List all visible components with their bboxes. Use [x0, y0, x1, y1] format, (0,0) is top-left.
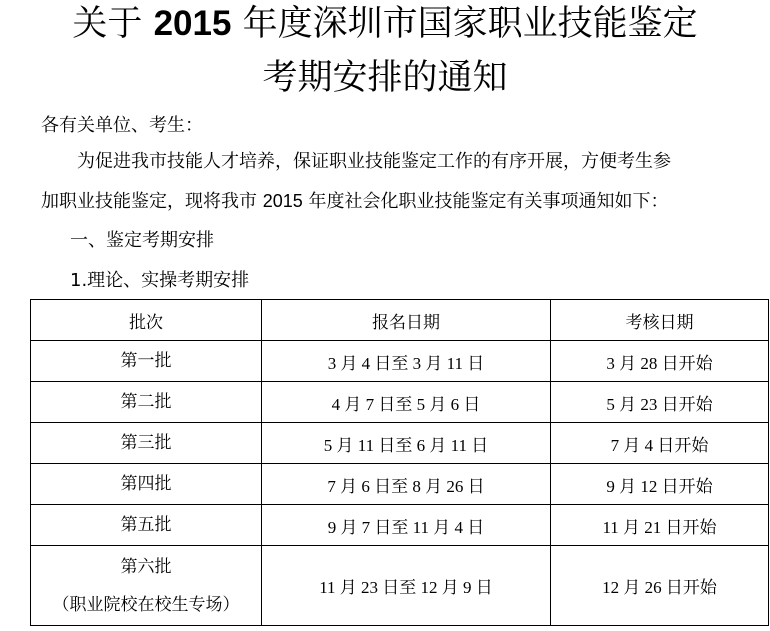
- paragraph-line-2-prefix: 加职业技能鉴定，现将我市: [41, 191, 263, 212]
- batch-note: （职业院校在校生专场）: [52, 594, 240, 614]
- table-row: [31, 464, 769, 505]
- batch-cell: 第一批: [31, 341, 262, 382]
- exam-cell: 9 月 12 日开始: [551, 464, 769, 505]
- paragraph-line-1: 为促进我市技能人才培养，保证职业技能鉴定工作的有序开展，方便考生参: [77, 151, 671, 172]
- table-row: [31, 341, 769, 382]
- registration-cell: 3 月 4 日至 3 月 11 日: [262, 341, 551, 382]
- exam-cell: 12 月 26 日开始: [551, 546, 769, 626]
- table-header-row: [31, 300, 769, 341]
- registration-cell: 4 月 7 日至 5 月 6 日: [262, 382, 551, 423]
- paragraph-year: 2015: [262, 191, 303, 211]
- document-title-line-1: [0, 6, 770, 42]
- subsection-heading: 1.理论、实操考期安排: [70, 270, 250, 291]
- table-row: [31, 382, 769, 423]
- registration-cell: 5 月 11 日至 6 月 11 日: [262, 423, 551, 464]
- title-suffix: 年度深圳市国家职业技能鉴定: [231, 4, 698, 44]
- registration-cell: 7 月 6 日至 8 月 26 日: [262, 464, 551, 505]
- section-heading: 一、鉴定考期安排: [70, 230, 214, 251]
- batch-cell: 第四批: [31, 464, 262, 505]
- batch-cell: [31, 546, 262, 626]
- table-row: [31, 505, 769, 546]
- registration-cell: 11 月 23 日至 12 月 9 日: [262, 546, 551, 626]
- batch-name: 第六批: [120, 556, 172, 576]
- paragraph-line-2: [41, 189, 669, 214]
- batch-cell: 第三批: [31, 423, 262, 464]
- salutation: 各有关单位、考生：: [41, 115, 203, 136]
- document-title-line-2: 考期安排的通知: [262, 58, 508, 98]
- exam-cell: 11 月 21 日开始: [551, 505, 769, 546]
- header-batch: 批次: [31, 300, 262, 341]
- exam-cell: 3 月 28 日开始: [551, 341, 769, 382]
- table-row: [31, 546, 769, 626]
- title-prefix: 关于: [72, 4, 154, 44]
- header-registration-date: 报名日期: [262, 300, 551, 341]
- registration-cell: 9 月 7 日至 11 月 4 日: [262, 505, 551, 546]
- title-year: 2015: [153, 4, 232, 43]
- exam-cell: 5 月 23 日开始: [551, 382, 769, 423]
- paragraph-line-2-suffix: 年度社会化职业技能鉴定有关事项通知如下：: [302, 191, 669, 212]
- batch-cell: 第二批: [31, 382, 262, 423]
- header-exam-date: 考核日期: [551, 300, 769, 341]
- schedule-table: [30, 299, 769, 626]
- exam-cell: 7 月 4 日开始: [551, 423, 769, 464]
- table-row: [31, 423, 769, 464]
- batch-cell: 第五批: [31, 505, 262, 546]
